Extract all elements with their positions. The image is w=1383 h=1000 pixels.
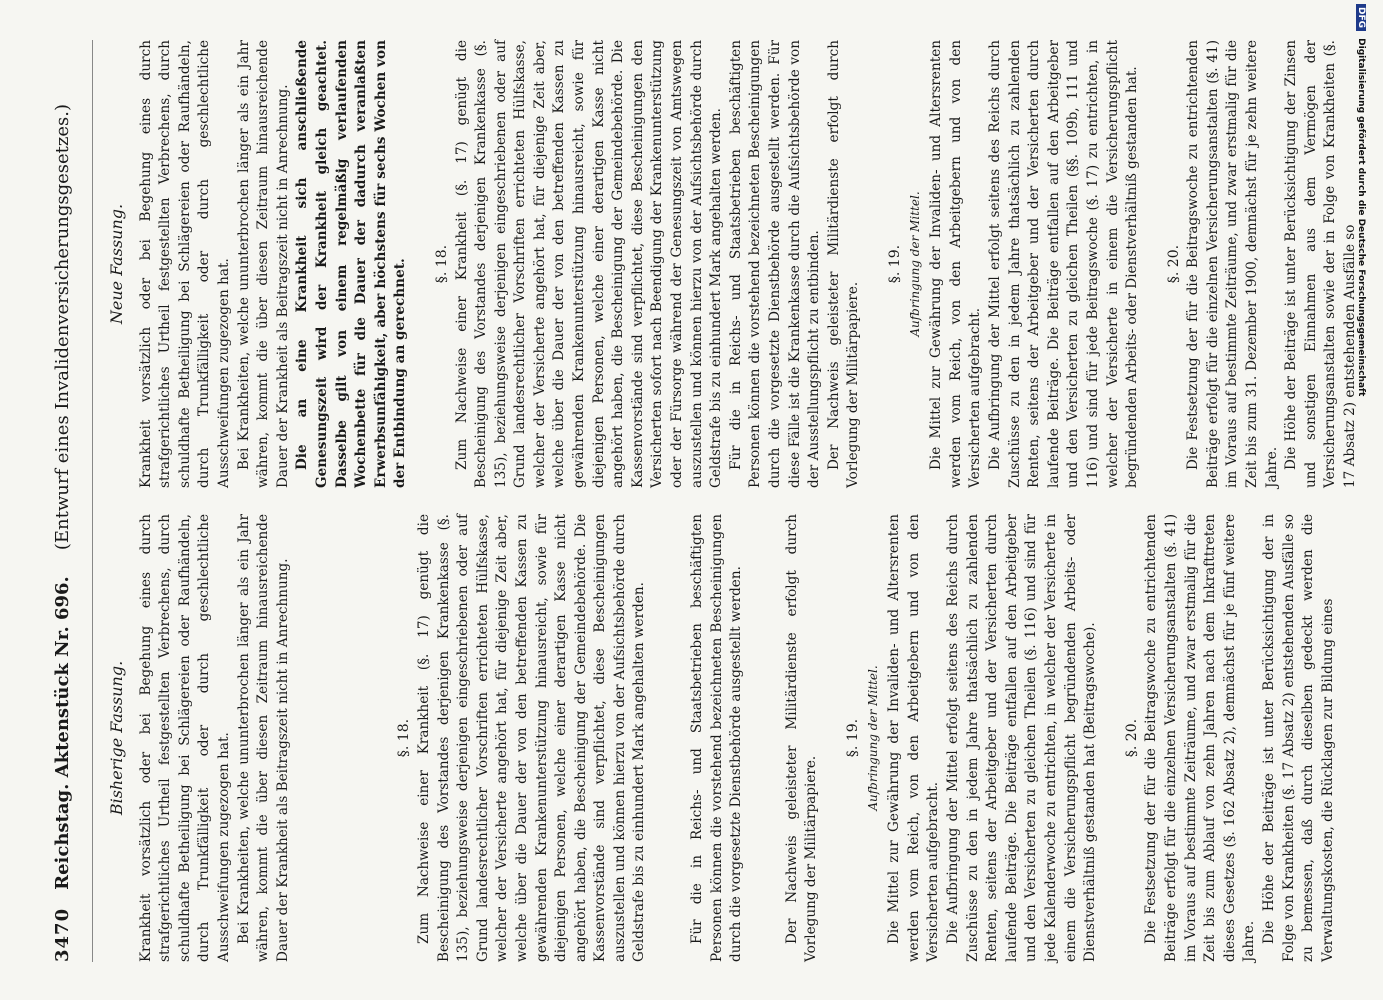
- section-number: §. 19.: [845, 718, 862, 758]
- paragraph: Die Festsetzung der für die Beitragswoche zu entrichtenden Beiträge erfolgt für die einzelnen Versicherungsanstalten (§. 41) im Voraus auf bestimmte Zeiträume, und zwar erstmalig für die Zeit bis zum Ablauf von zehn Jahren nach dem Inkrafttreten dieses Gesetzes (§. 162 Absatz 2), demnächst für je fünf weitere Jahre.: [1143, 514, 1258, 962]
- paragraph: Zum Nachweise einer Krankheit (§. 17) genügt die Bescheinigung des Vorstandes derjenigen Krankenkasse (§. 135), beziehungsweise derjenigen eingeschriebenen oder auf Grund landesrechtlicher Vorschriften errichteten Hülfskasse, welcher der Versicherte angehört hat, für diejenige Zeit aber, welche über die Dauer der von den betreffenden Kassen zu gewährenden Krankenunterstützung hinausreicht, sowie für diejenigen Personen, welche einer derartigen Kasse nicht angehört haben, die Bescheinigung der Gemeindebehörde. Die Kassenvorstände sind verpflichtet, diese Bescheinigungen auszustellen und können hierzu von der Aufsichtsbehörde durch Geldstrafe bis zu einhundert Mark angehalten werden.: [415, 514, 648, 962]
- paragraph: Für die in Reichs- und Staatsbetrieben beschäftigten Personen können die vorstehend bezeichneten Bescheinigungen durch die vorgesetzte Dienstbehörde ausgestellt werden. Für diese Fälle ist die Krankenkasse durch die Aufsichtsbehörde von der Ausstellungspflicht zu entbinden.: [727, 40, 823, 488]
- page-header: [52, 40, 93, 962]
- paragraph: Für die in Reichs- und Staatsbetrieben beschäftigten Personen können die vorstehend bezeichneten Bescheinigungen durch die vorgesetzte Dienstbehörde ausgestellt werden.: [689, 514, 745, 962]
- section-number: §. 18.: [396, 718, 413, 758]
- paragraph: Die Höhe der Beiträge ist unter Berücksichtigung der in Folge von Krankheiten (§. 17 Absatz 2) entstehenden Ausfälle so zu bemessen, daß durch dieselben gedeckt werden die Verwaltungskosten, die Rücklagen zur Bildung eines: [1260, 514, 1336, 962]
- paragraph: Die Mittel zur Gewährung der Invaliden- und Altersrenten werden vom Reich, von den Arbeitgebern und von den Versicherten aufgebracht.: [928, 40, 984, 488]
- paragraph: Die Festsetzung der für die Beitragswoche zu entrichtenden Beiträge erfolgt für die einzelnen Versicherungsanstalten (§. 41) im Voraus auf bestimmte Zeiträume, und zwar erstmalig für die Zeit bis zum 31. Dezember 1900, demnächst für je zehn weitere Jahre.: [1185, 40, 1280, 488]
- document-subtitle: (Entwurf eines Invalidenversicherungsgesetzes.): [52, 103, 73, 551]
- page-number: 3470: [52, 907, 73, 962]
- dfg-logo: DFG: [1356, 4, 1366, 31]
- paragraph: Der Nachweis geleisteter Militärdienste erfolgt durch Vorlegung der Militärpapiere.: [825, 40, 862, 488]
- credit-text: Digitalisierung gefördert durch die Deutsche Forschungsgemeinschaft: [1356, 38, 1366, 397]
- paragraph: Die Mittel zur Gewährung der Invaliden- und Altersrenten werden vom Reich, von den Arbeitgebern und von den Versicherten aufgebracht.: [886, 514, 942, 962]
- paragraph: Krankheit vorsätzlich oder bei Begehung eines durch strafgerichtliches Urtheil festgestellten Verbrechens, durch schuldhafte Betheiligung bei Schlägereien oder Raufhändeln, durch Trunkfälligkeit oder durch geschlechtliche Ausschweifungen zugezogen hat.: [137, 514, 232, 962]
- paragraph: Krankheit vorsätzlich oder bei Begehung eines durch strafgerichtliches Urtheil festgestellten Verbrechens, durch schuldhafte Betheiligung bei Schlägereien oder Raufhändeln, durch Trunkfälligkeit oder durch geschlechtliche Ausschweifungen zugezogen hat.: [137, 40, 232, 488]
- section-number: §. 19.: [886, 244, 903, 284]
- paragraph: Zum Nachweise einer Krankheit (§. 17) genügt die Bescheinigung des Vorstandes derjenigen Krankenkasse (§. 135), beziehungsweise derjenigen eingeschriebenen oder auf Grund landesrechtlicher Vorschriften errichteten Hülfskasse, welcher der Versicherte angehört hat, für diejenige Zeit aber, welche über die Dauer der von den betreffenden Kassen zu gewährenden Krankenunterstützung hinausreicht, sowie für diejenigen Personen, welche einer derartigen Kasse nicht angehört haben, die Bescheinigung der Gemeindebehörde. Die Kassenvorstände sind verpflichtet, diese Bescheinigungen den Versicherten sofort nach Beendigung der Krankenunterstützung oder der Fürsorge während der Genesungszeit von Amtswegen auszustellen und können hierzu von der Aufsichtsbehörde durch Geldstrafe bis zu einhundert Mark angehalten werden.: [453, 40, 725, 488]
- section-title: Aufbringung der Mittel.: [865, 665, 880, 811]
- paragraph: Der Nachweis geleisteter Militärdienste erfolgt durch Vorlegung der Militärpapiere.: [783, 514, 820, 962]
- section-number: §. 20.: [1123, 718, 1140, 758]
- paragraph-new-text: Die an eine Krankheit sich anschließende Genesungszeit wird der Krankheit gleich geachtet. Dasselbe gilt von einem regelmäßig verlaufenden Wochenbette für die Dauer der dadurch veranlaßten Erwerbsunfähigkeit, aber höchstens für sechs Wochen von der Entbindung an gerechnet.: [294, 40, 409, 488]
- right-column: [99, 40, 1361, 488]
- paragraph: Bei Krankheiten, welche ununterbrochen länger als ein Jahr währen, kommt die über diesen Zeitraum hinausreichende Dauer der Krankheit als Beitragszeit nicht in Anrechnung.: [235, 514, 291, 962]
- paragraph: Die Höhe der Beiträge ist unter Berücksichtigung der Zinsen und sonstigen Einnahmen aus dem Vermögen der Versicherungsanstalten sowie der in Folge von Krankheiten (§. 17 Absatz 2) entstehenden Ausfälle so: [1283, 40, 1359, 488]
- section-number: §. 20.: [1165, 244, 1182, 284]
- paragraph: Bei Krankheiten, welche ununterbrochen länger als ein Jahr währen, kommt die über diesen Zeitraum hinausreichende Dauer der Krankheit als Beitragszeit nicht in Anrechnung.: [235, 40, 291, 488]
- digitization-credit: [1356, 4, 1366, 396]
- paragraph: Die Aufbringung der Mittel erfolgt seitens des Reichs durch Zuschüsse zu den in jedem Jahre thatsächlich zu zahlenden Renten, seitens der Arbeitgeber und der Versicherten durch laufende Beiträge. Die Beiträge entfallen auf den Arbeitgeber und den Versicherten zu gleichen Theilen (§§. 109b, 111 und 116) und sind für jede Beitragswoche (§. 17) zu entrichten, in welcher der Versicherte in einem die Versicherungspflicht begründenden Arbeits- oder Dienstverhältniß gestanden hat.: [986, 40, 1141, 488]
- left-column-heading: Bisherige Fassung.: [107, 660, 126, 816]
- section-number: §. 18.: [433, 244, 450, 284]
- document-title: Reichstag. Aktenstück Nr. 696.: [52, 576, 73, 890]
- section-title: Aufbringung der Mittel.: [907, 191, 922, 337]
- paragraph: Die Aufbringung der Mittel erfolgt seitens des Reichs durch Zuschüsse zu den in jedem Jahre thatsächlich zu zahlenden Renten, seitens der Arbeitgeber und der Versicherten durch laufende Beiträge. Die Beiträge entfallen auf den Arbeitgeber und den Versicherten zu gleichen Theilen (§. 116) und sind für jede Kalenderwoche zu entrichten, in welcher der Versicherte in einem die Versicherungspflicht begründenden Arbeits- oder Dienstverhältniß gestanden hat (Beitragswoche).: [945, 514, 1099, 962]
- left-column: [99, 514, 1361, 962]
- right-column-heading: Neue Fassung.: [107, 203, 126, 325]
